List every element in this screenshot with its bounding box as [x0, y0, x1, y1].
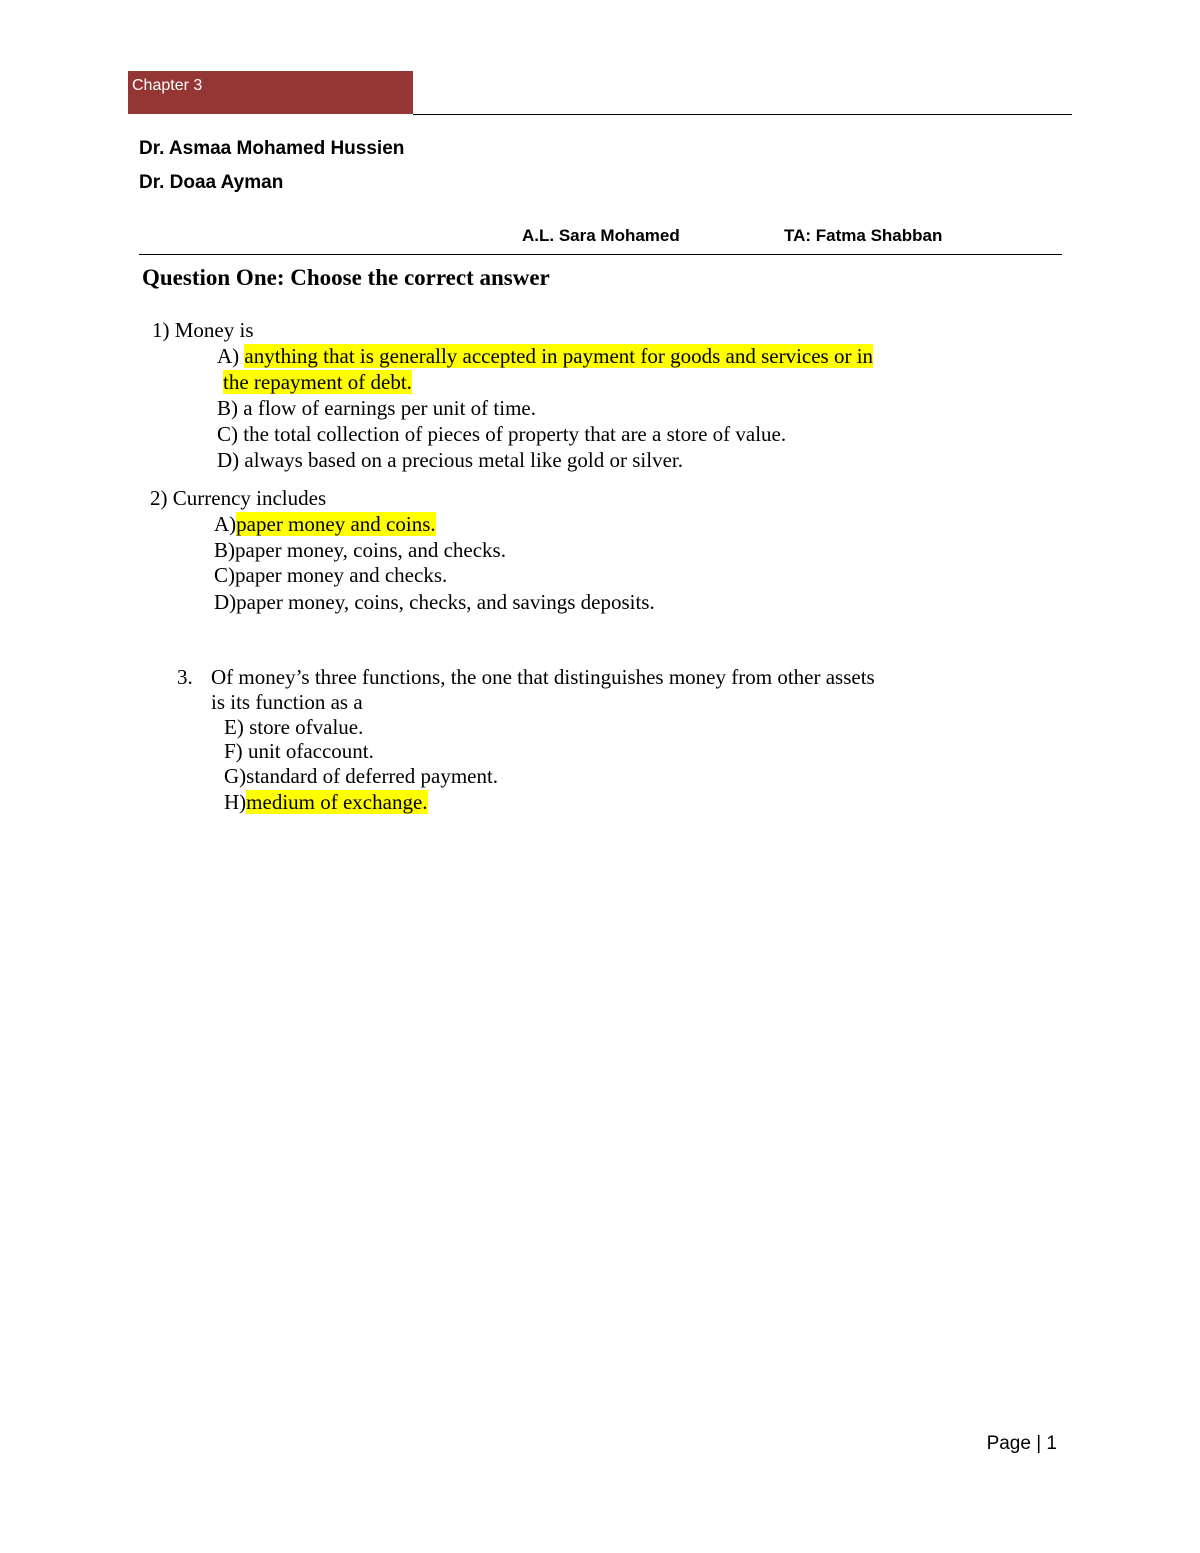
author-1: Dr. Asmaa Mohamed Hussien	[139, 138, 405, 159]
question-1-option-b	[217, 396, 536, 421]
option-letter: G)	[224, 764, 247, 788]
question-2-option-a	[214, 512, 436, 537]
option-text: paper money, coins, and checks.	[235, 538, 506, 562]
option-text: standard of deferred payment.	[246, 764, 499, 788]
option-letter: D)	[214, 590, 237, 614]
question-number: 1)	[152, 318, 170, 342]
option-letter: E)	[224, 715, 244, 739]
author-2: Dr. Doaa Ayman	[139, 172, 284, 193]
option-letter: A)	[214, 512, 237, 536]
section-title: Question One: Choose the correct answer	[142, 265, 550, 290]
option-letter: D)	[217, 448, 240, 472]
option-letter: C)	[214, 563, 235, 587]
option-text-highlighted: the repayment of debt.	[223, 370, 412, 394]
option-text: paper money, coins, checks, and savings deposits.	[236, 590, 655, 614]
option-text: unit ofaccount.	[247, 739, 374, 763]
question-3-stem: Of money’s three functions, the one that distinguishes money from other assets	[211, 665, 875, 689]
chapter-label-text: Chapter 3	[132, 77, 203, 94]
header-rule	[413, 114, 1072, 115]
option-letter: B)	[214, 538, 235, 562]
option-letter: H)	[224, 790, 247, 814]
question-3-number: 3.	[177, 665, 193, 689]
page-number: Page | 1	[986, 1433, 1057, 1454]
question-1-option-a	[217, 344, 873, 369]
question-3-option-f	[224, 739, 374, 764]
teaching-assistant: TA: Fatma Shabban	[784, 226, 943, 245]
option-text: always based on a precious metal like gold or silver.	[244, 448, 683, 472]
question-1-option-a-continued	[223, 370, 412, 395]
question-1-option-d	[217, 448, 683, 473]
question-3-stem-continued: is its function as a	[211, 690, 363, 714]
option-text-highlighted: paper money and coins.	[236, 512, 436, 536]
option-letter: C)	[217, 422, 238, 446]
option-text-highlighted: anything that is generally accepted in payment for goods and services or in	[244, 344, 874, 368]
question-3-option-h	[224, 790, 428, 815]
question-2-option-b	[214, 538, 506, 563]
option-text: store ofvalue.	[249, 715, 364, 739]
option-letter: B)	[217, 396, 238, 420]
staff-rule	[139, 254, 1062, 255]
option-text: a flow of earnings per unit of time.	[243, 396, 536, 420]
question-1-stem	[152, 318, 254, 343]
question-number: 2)	[150, 486, 168, 510]
question-2-stem	[150, 486, 326, 511]
question-text: Currency includes	[172, 486, 327, 510]
question-2-option-c	[214, 563, 447, 588]
assistant-lecturer: A.L. Sara Mohamed	[522, 226, 680, 245]
option-letter: A)	[217, 344, 240, 368]
question-3-option-g	[224, 764, 498, 789]
question-3-option-e	[224, 715, 363, 740]
option-text: the total collection of pieces of property that are a store of value.	[243, 422, 787, 446]
option-letter: F)	[224, 739, 243, 763]
question-2-option-d	[214, 590, 655, 615]
option-text-highlighted: medium of exchange.	[246, 790, 428, 814]
question-text: Money is	[174, 318, 254, 342]
option-text: paper money and checks.	[235, 563, 448, 587]
question-1-option-c	[217, 422, 786, 447]
chapter-label	[128, 71, 413, 114]
